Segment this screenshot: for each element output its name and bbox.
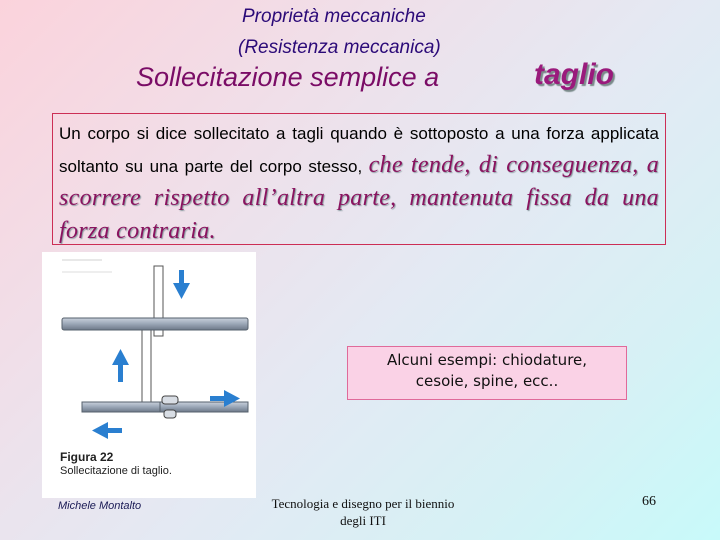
definition-box	[52, 113, 666, 245]
title-line-2: (Resistenza meccanica)	[238, 37, 441, 58]
definition-text: Un corpo si dice sollecitato a tagli quando è sottoposto a una forza applicata soltanto su una parte del corpo stesso,	[59, 124, 659, 176]
page-number: 66	[642, 494, 656, 509]
subtitle-keyword: taglio	[534, 58, 614, 91]
shear-figure	[42, 252, 256, 498]
footer-course-line-1: Tecnologia e disegno per il biennio	[271, 496, 455, 511]
subtitle: Sollecitazione semplice a	[136, 62, 440, 92]
plate	[62, 318, 248, 330]
definition-emphasis: che tende, di conseguenza, a scorrere rispetto all’altra parte, mantenuta fissa da una forza contraria.	[59, 152, 660, 244]
up-arrow-icon	[112, 349, 129, 382]
examples-box	[347, 346, 627, 400]
footer-author: Michele Montalto	[58, 500, 142, 512]
footer-course	[258, 495, 468, 529]
down-arrow-icon	[173, 270, 190, 299]
figure-caption	[60, 450, 172, 478]
figure-label: Figura 22	[60, 450, 114, 464]
examples-line-1: Alcuni esempi: chiodature,	[386, 351, 588, 369]
title-line-1: Proprietà meccaniche	[242, 6, 426, 27]
examples-line-2: cesoie, spine, ecc..	[415, 372, 559, 390]
shear-diagram	[42, 252, 256, 442]
footer-course-line-2: degli ITI	[340, 513, 386, 528]
lower-blade	[142, 330, 151, 408]
lower-plate-left	[82, 402, 172, 412]
left-arrow-icon	[92, 422, 122, 439]
figure-caption-text: Sollecitazione di taglio.	[60, 465, 172, 477]
